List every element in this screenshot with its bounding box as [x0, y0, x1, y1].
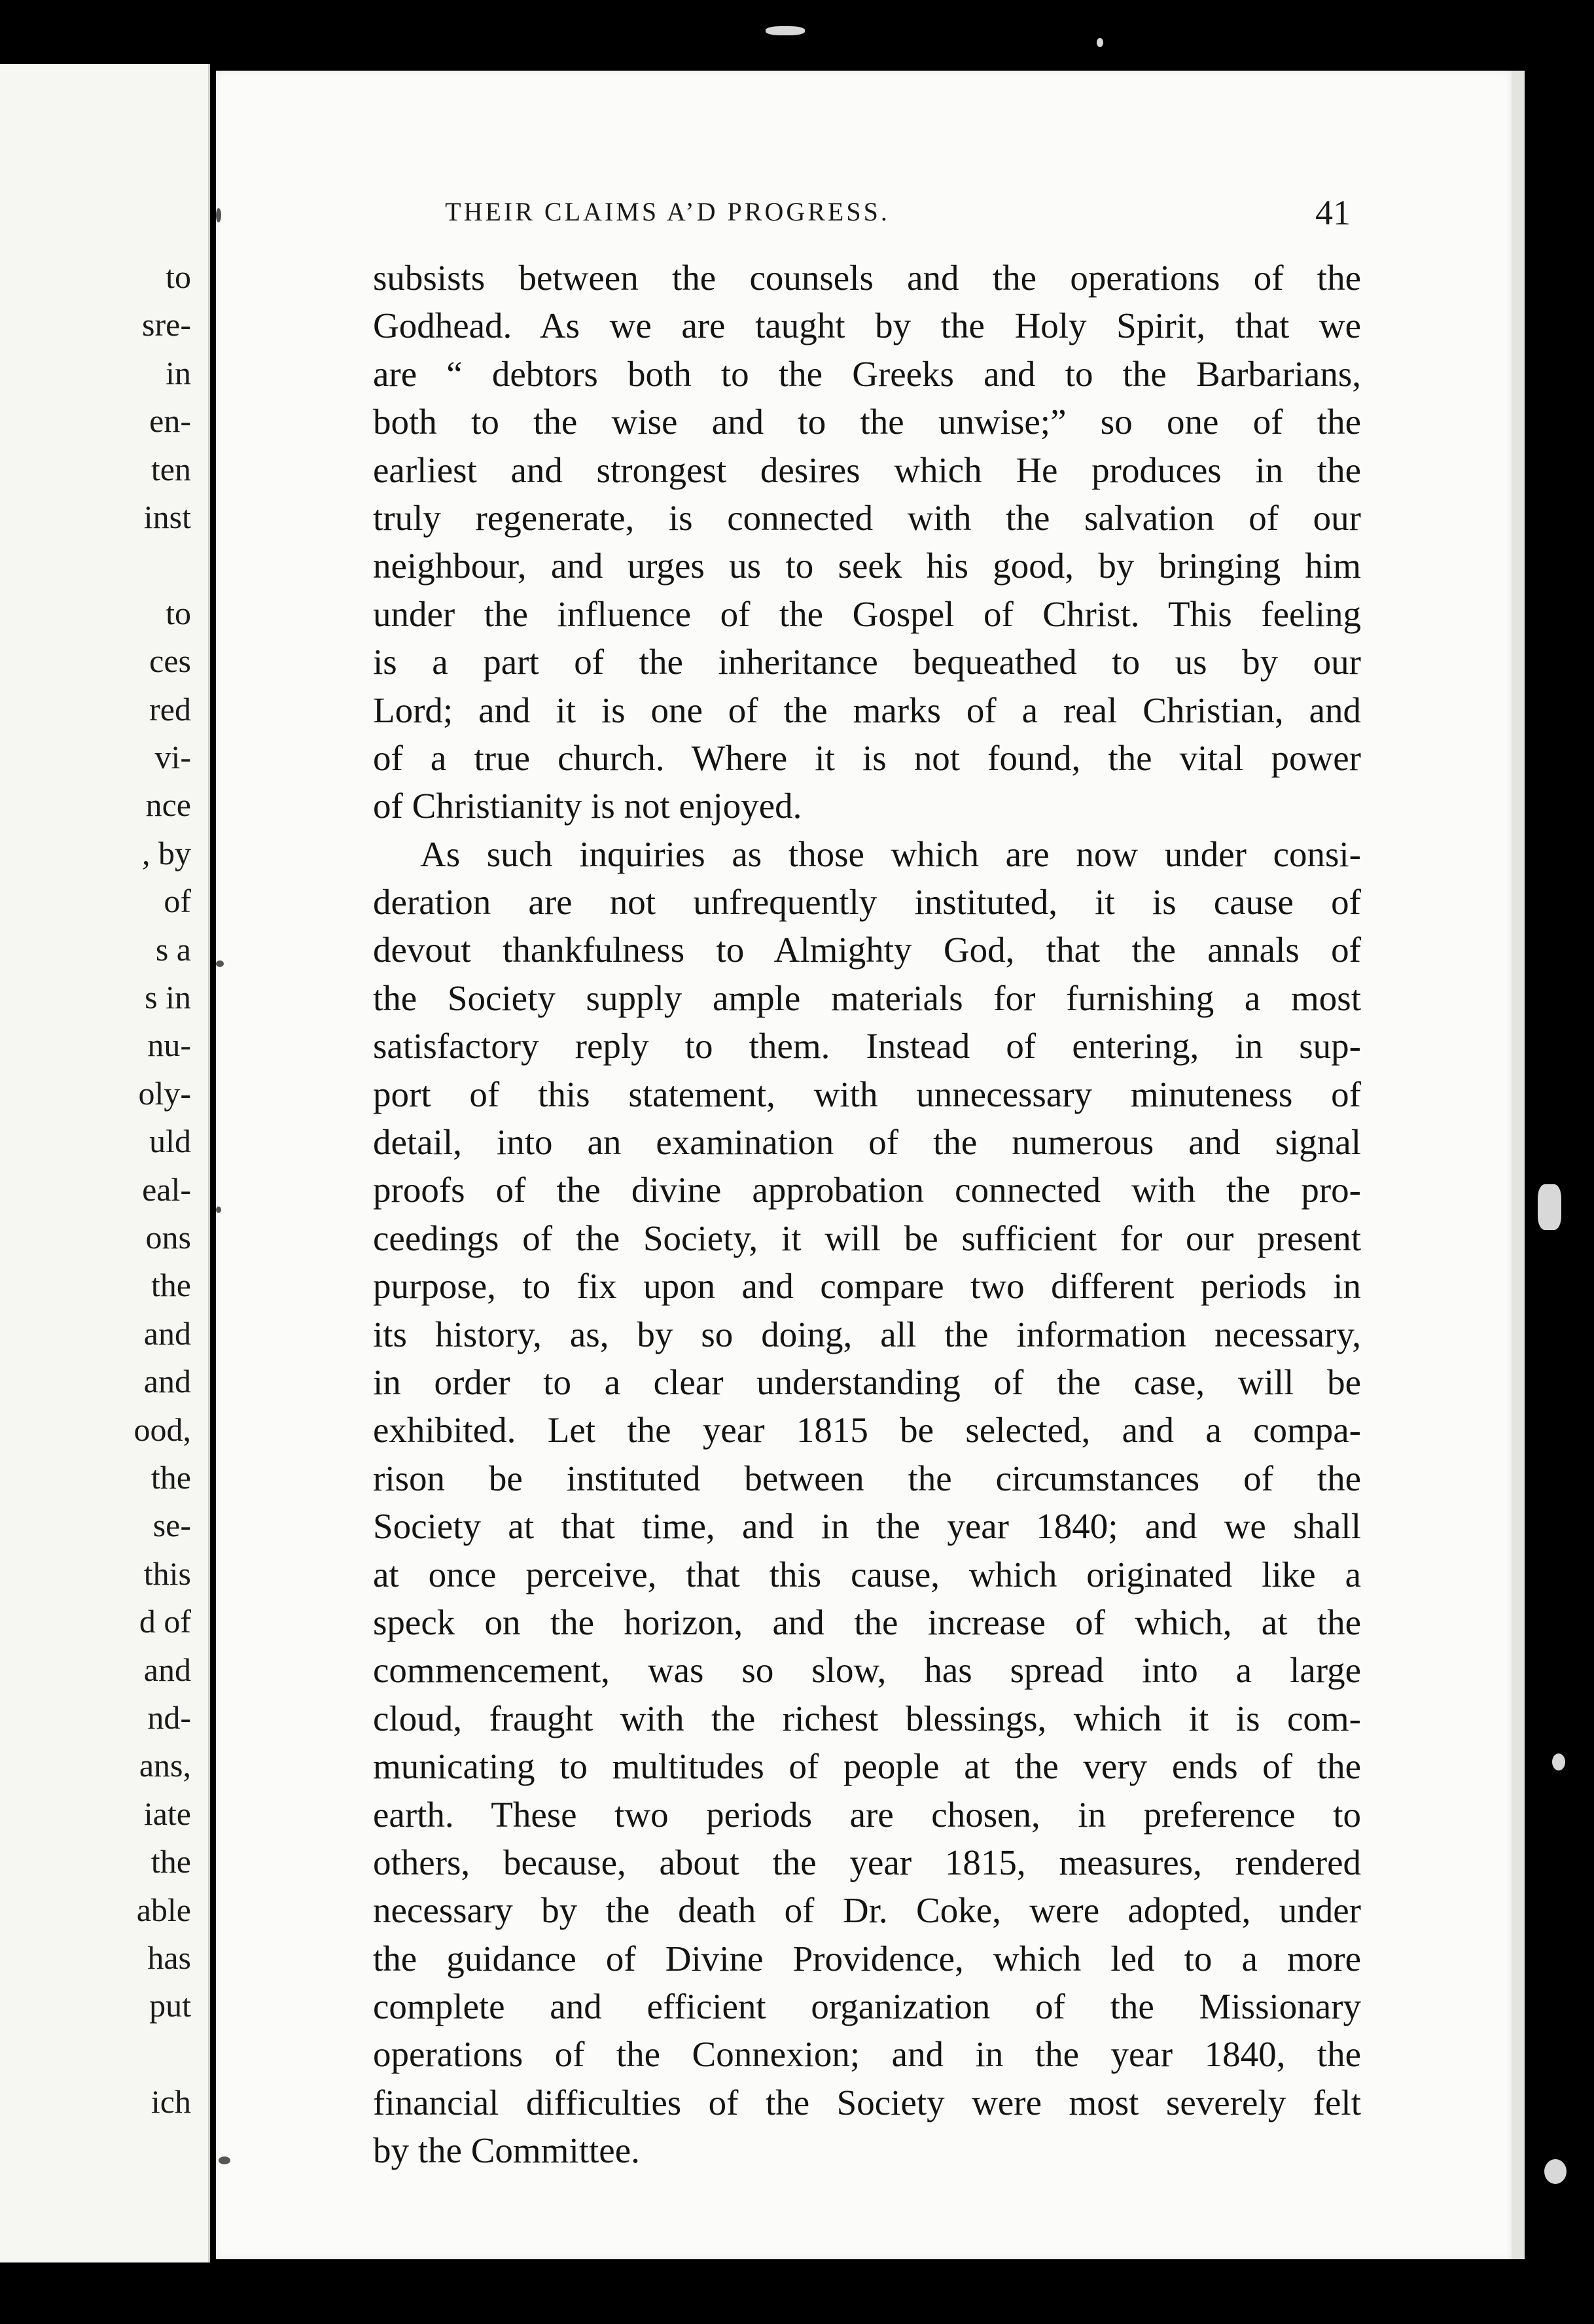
- text-line: commencement, was so slow, has spread into a large: [373, 1650, 1361, 1691]
- previous-page-strip: [0, 64, 210, 2262]
- previous-page-fragment: ons: [145, 1219, 191, 1256]
- text-line: rison be instituted between the circumstances of the: [373, 1458, 1361, 1498]
- text-line: of a true church. Where it is not found, the vital power: [373, 737, 1361, 778]
- text-line: cloud, fraught with the richest blessings, which it is com-: [373, 1698, 1361, 1738]
- text-line: the guidance of Divine Providence, which led to a more: [373, 1938, 1361, 1979]
- previous-page-fragment: of: [164, 883, 191, 920]
- previous-page-fragment: ans,: [139, 1747, 191, 1784]
- text-line: detail, into an examination of the numerous and signal: [373, 1122, 1361, 1163]
- previous-page-fragment: s a: [155, 930, 191, 968]
- previous-page-fragment: this: [143, 1555, 191, 1592]
- scan-speck: [216, 208, 221, 222]
- previous-page-fragment: the: [151, 1843, 191, 1880]
- text-line: exhibited. Let the year 1815 be selected, and a compa-: [373, 1410, 1361, 1451]
- text-line: neighbour, and urges us to seek his good, by bringing him: [373, 546, 1361, 586]
- text-line: satisfactory reply to them. Instead of entering, in sup-: [373, 1026, 1361, 1066]
- previous-page-fragment: able: [136, 1891, 191, 1928]
- scan-speck: [1538, 1184, 1561, 1230]
- previous-page-fragment: nce: [145, 786, 191, 824]
- previous-page-fragment: ten: [151, 450, 191, 487]
- text-line: Godhead. As we are taught by the Holy Spirit, that we: [373, 306, 1361, 346]
- text-line: is a part of the inheritance bequeathed to us by our: [373, 642, 1361, 682]
- previous-page-fragment: d of: [139, 1603, 191, 1640]
- text-line: operations of the Connexion; and in the year 1840, the: [373, 2034, 1361, 2075]
- scan-speck: [216, 960, 224, 967]
- previous-page-fragment: in: [166, 354, 191, 391]
- scan-speck: [766, 26, 805, 35]
- text-line: municating to multitudes of people at the very ends of the: [373, 1746, 1361, 1787]
- text-line: at once perceive, that this cause, which originated like a: [373, 1554, 1361, 1594]
- previous-page-fragment: the: [151, 1267, 191, 1304]
- text-line: port of this statement, with unnecessary minuteness of: [373, 1074, 1361, 1114]
- previous-page-fragment: uld: [149, 1123, 191, 1160]
- text-line: earliest and strongest desires which He produces in the: [373, 449, 1361, 490]
- body-text: [373, 254, 1361, 2175]
- scan-speck: [219, 2157, 230, 2164]
- scan-speck: [1097, 38, 1103, 47]
- text-line: of Christianity is not enjoyed.: [373, 786, 802, 826]
- text-line: devout thankfulness to Almighty God, that the annals of: [373, 930, 1361, 970]
- text-line: Society at that time, and in the year 1840; and we shall: [373, 1506, 1361, 1547]
- previous-page-fragment: and: [143, 1651, 191, 1688]
- text-line: financial difficulties of the Society were most severely felt: [373, 2082, 1361, 2122]
- text-line: deration are not unfrequently instituted, it is cause of: [373, 882, 1361, 923]
- previous-page-fragment: and: [143, 1363, 191, 1400]
- previous-page-fragment: se-: [152, 1507, 191, 1544]
- previous-page-fragment: vi-: [154, 739, 191, 775]
- previous-page-fragment: s in: [145, 979, 191, 1015]
- text-line: others, because, about the year 1815, measures, rendered: [373, 1842, 1361, 1882]
- text-line: proofs of the divine approbation connected with the pro-: [373, 1170, 1361, 1210]
- scan-speck: [216, 1206, 221, 1213]
- text-line: purpose, to fix upon and compare two different periods in: [373, 1266, 1361, 1307]
- previous-page-fragment: , by: [142, 834, 191, 872]
- previous-page-fragment: ich: [151, 2083, 191, 2121]
- text-line: subsists between the counsels and the operations of the: [373, 258, 1361, 298]
- previous-page-fragment: inst: [143, 499, 191, 535]
- previous-page-fragment: and: [143, 1314, 191, 1352]
- previous-page-fragment: red: [149, 690, 191, 728]
- previous-page-fragment: sre-: [142, 306, 191, 343]
- text-line: both to the wise and to the unwise;” so one of the: [373, 402, 1361, 442]
- text-line: its history, as, by so doing, all the information necessary,: [373, 1314, 1361, 1354]
- text-line: by the Committee.: [373, 2130, 640, 2171]
- text-line: the Society supply ample materials for furnishing a most: [373, 977, 1361, 1018]
- previous-page-fragment: ood,: [133, 1411, 191, 1448]
- scan-speck: [1552, 1753, 1565, 1770]
- text-line: earth. These two periods are chosen, in preference to: [373, 1794, 1361, 1835]
- previous-page-fragment: nu-: [147, 1027, 191, 1064]
- text-line: under the influence of the Gospel of Christ. This feeling: [373, 593, 1361, 634]
- previous-page-fragment: the: [151, 1459, 191, 1496]
- text-line: As such inquiries as those which are now under consi-: [420, 834, 1361, 874]
- previous-page-fragment: nd-: [147, 1699, 191, 1736]
- previous-page-fragment: put: [149, 1987, 191, 2024]
- text-line: necessary by the death of Dr. Coke, were adopted, under: [373, 1890, 1361, 1931]
- previous-page-fragment: to: [166, 258, 191, 295]
- page-number: 41: [1315, 193, 1351, 232]
- previous-page-fragment: eal-: [142, 1171, 191, 1208]
- text-line: truly regenerate, is connected with the salvation of our: [373, 497, 1361, 538]
- previous-page-fragment: has: [147, 1939, 191, 1976]
- text-line: Lord; and it is one of the marks of a real Christian, and: [373, 690, 1361, 730]
- text-line: in order to a clear understanding of the case, will be: [373, 1362, 1361, 1402]
- previous-page-fragment: oly-: [138, 1074, 191, 1112]
- text-line: ceedings of the Society, it will be sufficient for our present: [373, 1218, 1361, 1258]
- page-edge: [1512, 71, 1525, 2259]
- text-line: are “ debtors both to the Greeks and to the Barbarians,: [373, 353, 1361, 394]
- previous-page-fragment: to: [166, 594, 191, 631]
- scan-speck: [1544, 2159, 1567, 2184]
- previous-page-fragment: ces: [149, 643, 191, 680]
- running-head: THEIR CLAIMS A’D PROGRESS.: [445, 197, 890, 226]
- previous-page-fragment: iate: [143, 1795, 191, 1832]
- text-line: speck on the horizon, and the increase of which, at the: [373, 1602, 1361, 1642]
- previous-page-fragment: en-: [149, 402, 191, 440]
- text-line: complete and efficient organization of the Missionary: [373, 1986, 1361, 2027]
